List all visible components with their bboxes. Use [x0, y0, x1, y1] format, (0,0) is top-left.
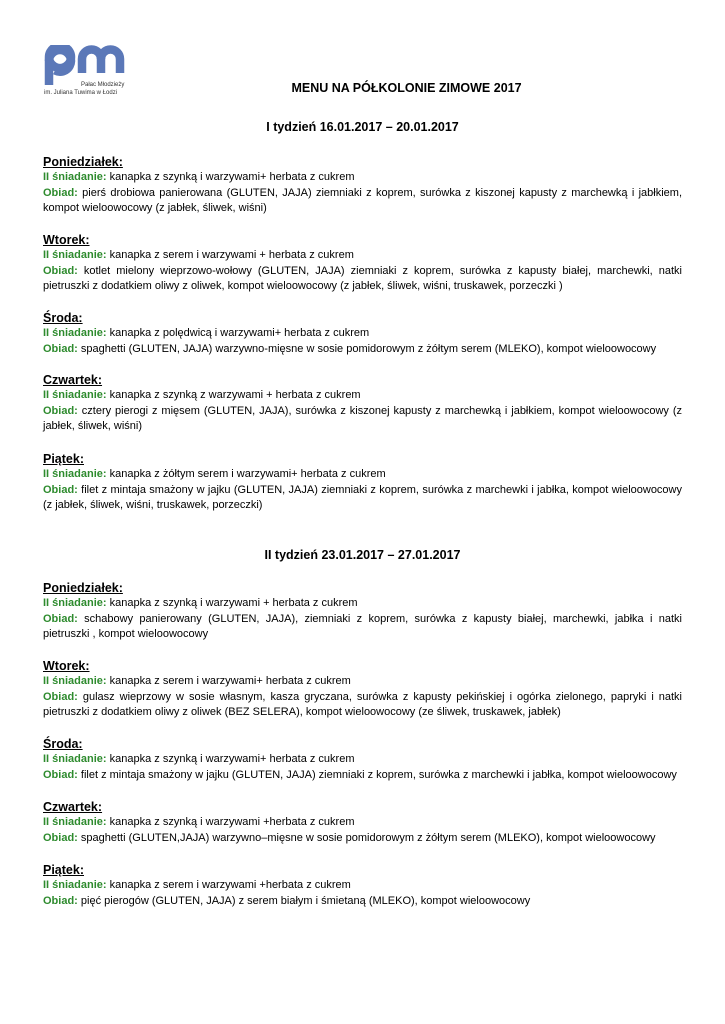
- breakfast-row: [43, 878, 682, 894]
- breakfast-text: kanapka z szynką i warzywami +herbata z cukrem: [106, 816, 355, 828]
- lunch-row: [43, 612, 682, 643]
- breakfast-label: II śniadanie:: [43, 675, 107, 687]
- breakfast-text: kanapka z żółtym serem i warzywami+ herbata z cukrem: [106, 468, 386, 480]
- day-name: Wtorek:: [43, 233, 90, 247]
- lunch-text: schabowy panierowany (GLUTEN, JAJA), ziemniaki z koprem, surówka z kapusty białej, marchewki, jabłka i natki pietruszki , kompot wieloowocowy: [43, 612, 682, 640]
- breakfast-row: [43, 170, 682, 186]
- week-2-title: II tydzień 23.01.2017 – 27.01.2017: [264, 548, 461, 562]
- breakfast-row: [43, 752, 682, 768]
- breakfast-row: [43, 467, 682, 483]
- breakfast-label: II śniadanie:: [43, 249, 107, 261]
- week-1-thursday-block: [43, 373, 682, 435]
- week-1-wednesday-block: [43, 311, 682, 357]
- day-friday: [43, 863, 682, 909]
- day-thursday: [43, 373, 682, 435]
- day-tuesday: [43, 233, 682, 295]
- day-name: Czwartek:: [43, 800, 103, 814]
- week-2-wednesday-block: [43, 737, 682, 783]
- week-1-menu: [43, 155, 682, 217]
- week-2-monday-block: [43, 581, 682, 643]
- logo-caption-line1: Pałac Młodzieży: [81, 82, 125, 88]
- lunch-label: Obiad:: [43, 404, 78, 417]
- breakfast-label: II śniadanie:: [43, 816, 107, 828]
- lunch-row: [43, 186, 682, 217]
- week-1-title: I tydzień 16.01.2017 – 20.01.2017: [266, 120, 459, 134]
- breakfast-label: II śniadanie:: [43, 753, 107, 765]
- day-name: Środa:: [43, 311, 83, 325]
- lunch-text: filet z mintaja smażony w jajku (GLUTEN, JAJA) ziemniaki z koprem, surówka z marchewki i jabłka, kompot wieloowocowy: [77, 768, 677, 781]
- breakfast-text: kanapka z szynką i warzywami+ herbata z cukrem: [106, 753, 355, 765]
- lunch-text: filet z mintaja smażony w jajku (GLUTEN, JAJA) ziemniaki z koprem, surówka z marchewki i jabłka, kompot wieloowocowy (z jabłek, śliwek, wiśni, truskawek, porzeczki): [43, 483, 682, 511]
- breakfast-text: kanapka z serem i warzywami+ herbata z cukrem: [106, 675, 351, 687]
- lunch-label: Obiad:: [43, 894, 78, 907]
- day-name: Poniedziałek:: [43, 581, 123, 595]
- lunch-row: [43, 404, 682, 435]
- breakfast-text: kanapka z polędwicą i warzywami+ herbata z cukrem: [106, 327, 370, 339]
- breakfast-text: kanapka z szynką i warzywami + herbata z cukrem: [106, 597, 358, 609]
- day-name: Piątek:: [43, 452, 84, 466]
- lunch-label: Obiad:: [43, 342, 78, 355]
- document-title: MENU NA PÓŁKOLONIE ZIMOWE 2017: [291, 81, 522, 95]
- lunch-text: spaghetti (GLUTEN,JAJA) warzywno–mięsne w sosie pomidorowym z żółtym serem (MLEKO), kompot wieloowocowy: [77, 831, 656, 844]
- day-monday: [43, 155, 682, 217]
- lunch-label: Obiad:: [43, 483, 78, 496]
- breakfast-row: [43, 326, 682, 342]
- lunch-text: kotlet mielony wieprzowo-wołowy (GLUTEN, JAJA) ziemniaki z koprem, surówka z kapusty białej, marchewki, natki pietruszki z dodatkiem oliwy z oliwek, kompot wieloowocowy (z jabłek, śliwek, wiśni, truskawek, porzeczki ): [43, 264, 682, 292]
- lunch-text: gulasz wieprzowy w sosie własnym, kasza gryczana, surówka z kapusty pekińskiej i ogórka zielonego, papryki i natki pietruszki z dodatkiem oliwy z oliwek (BEZ SELERA), kompot wieloowocowy (ze śliwek, truskawek, jabłek): [43, 690, 682, 718]
- day-friday: [43, 452, 682, 514]
- day-wednesday: [43, 311, 682, 357]
- breakfast-label: II śniadanie:: [43, 327, 107, 339]
- breakfast-text: kanapka z serem i warzywami + herbata z cukrem: [106, 249, 354, 261]
- week-1-friday-block: [43, 452, 682, 514]
- lunch-row: [43, 264, 682, 295]
- lunch-text: cztery pierogi z mięsem (GLUTEN, JAJA), surówka z kiszonej kapusty z marchewką i jabłkiem, kompot wieloowocowy (z jabłek, śliwek, wiśni): [43, 404, 682, 432]
- day-thursday: [43, 800, 682, 846]
- breakfast-label: II śniadanie:: [43, 171, 107, 183]
- lunch-row: [43, 768, 682, 784]
- breakfast-label: II śniadanie:: [43, 389, 107, 401]
- day-name: Piątek:: [43, 863, 84, 877]
- lunch-row: [43, 894, 682, 910]
- lunch-label: Obiad:: [43, 612, 78, 625]
- lunch-label: Obiad:: [43, 186, 78, 199]
- day-wednesday: [43, 737, 682, 783]
- lunch-text: pierś drobiowa panierowana (GLUTEN, JAJA) ziemniaki z koprem, surówka z kiszonej kapusty z marchewką i jabłkiem, kompot wieloowocowy (z jabłek, śliwek, wiśni): [43, 186, 682, 214]
- lunch-row: [43, 831, 682, 847]
- day-tuesday: [43, 659, 682, 721]
- day-monday: [43, 581, 682, 643]
- breakfast-row: [43, 388, 682, 404]
- breakfast-label: II śniadanie:: [43, 468, 107, 480]
- lunch-label: Obiad:: [43, 768, 78, 781]
- lunch-label: Obiad:: [43, 264, 78, 277]
- lunch-text: spaghetti (GLUTEN, JAJA) warzywno-mięsne w sosie pomidorowym z żółtym serem (MLEKO), kompot wieloowocowy: [77, 342, 657, 355]
- lunch-label: Obiad:: [43, 690, 78, 703]
- day-name: Wtorek:: [43, 659, 90, 673]
- pm-logo-mark: [44, 45, 126, 85]
- day-name: Czwartek:: [43, 373, 103, 387]
- breakfast-text: kanapka z szynką i warzywami+ herbata z cukrem: [106, 171, 355, 183]
- week-2-tuesday-block: [43, 659, 682, 721]
- lunch-text: pięć pierogów (GLUTEN, JAJA) z serem białym i śmietaną (MLEKO), kompot wieloowocowy: [77, 894, 531, 907]
- day-name: Poniedziałek:: [43, 155, 123, 169]
- day-name: Środa:: [43, 737, 83, 751]
- breakfast-row: [43, 596, 682, 612]
- breakfast-row: [43, 815, 682, 831]
- week-2-thursday-block: [43, 800, 682, 846]
- logo-caption-line2: im. Juliana Tuwima w Łodzi: [44, 90, 118, 96]
- week-1-tuesday-block: [43, 233, 682, 295]
- lunch-label: Obiad:: [43, 831, 78, 844]
- breakfast-text: kanapka z szynką z warzywami + herbata z cukrem: [106, 389, 361, 401]
- breakfast-row: [43, 248, 682, 264]
- lunch-row: [43, 690, 682, 721]
- week-2-friday-block: [43, 863, 682, 909]
- breakfast-label: II śniadanie:: [43, 879, 107, 891]
- lunch-row: [43, 483, 682, 514]
- breakfast-text: kanapka z serem i warzywami +herbata z cukrem: [106, 879, 351, 891]
- lunch-row: [43, 342, 682, 358]
- breakfast-label: II śniadanie:: [43, 597, 107, 609]
- breakfast-row: [43, 674, 682, 690]
